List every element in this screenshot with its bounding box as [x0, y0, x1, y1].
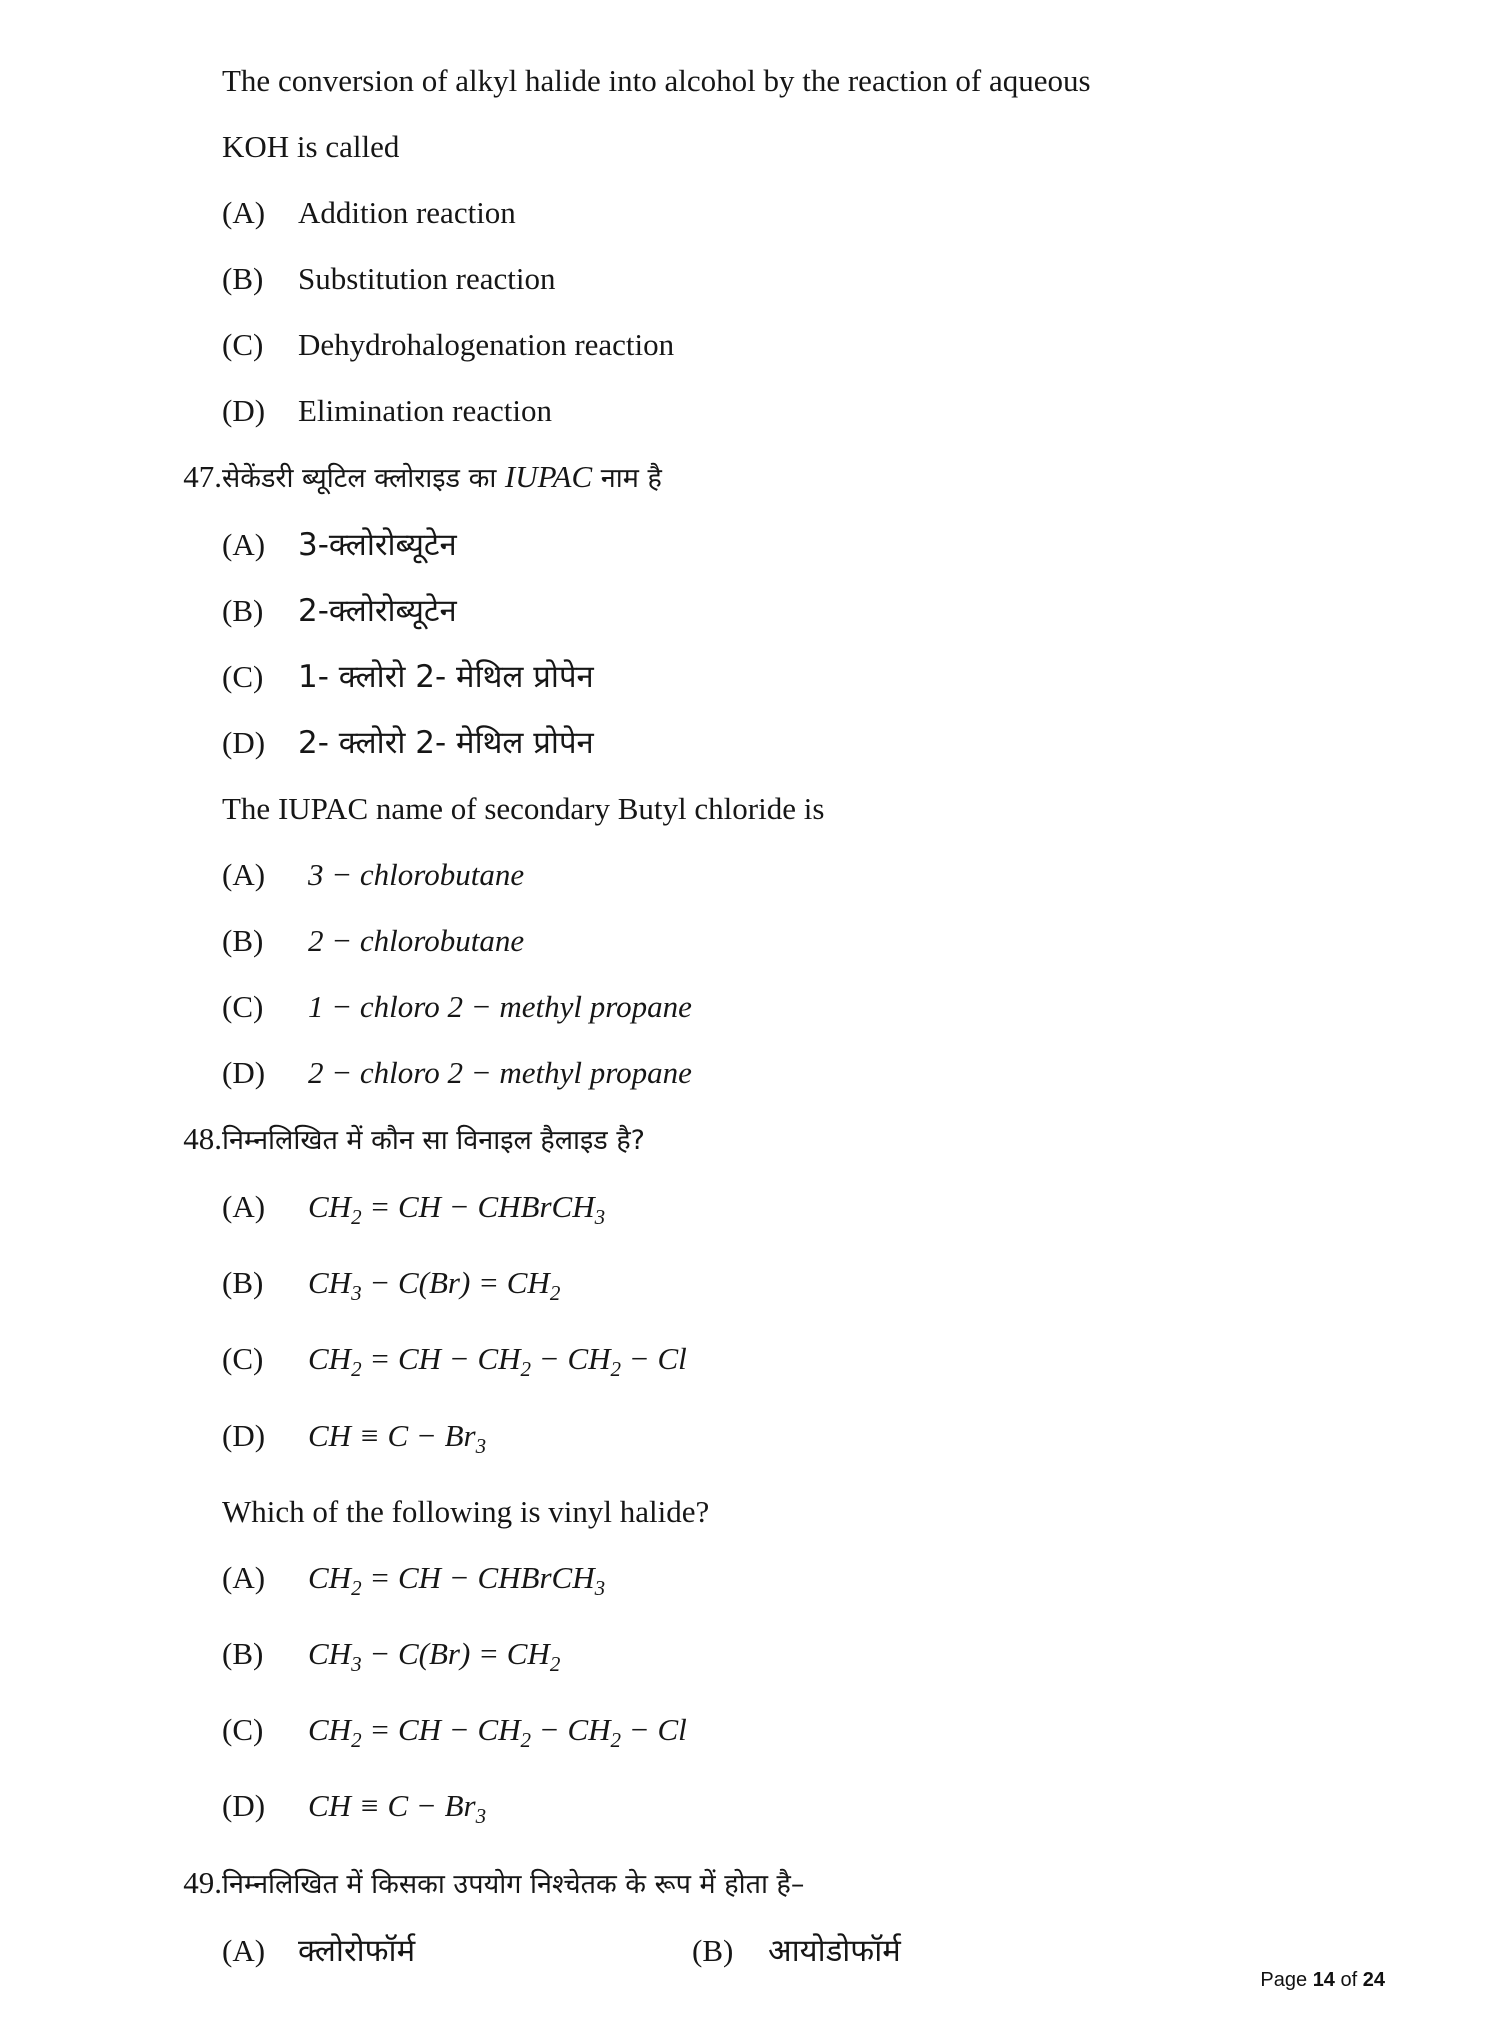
footer-page-total: 24	[1362, 1969, 1385, 1991]
option-text: 1 − chloro 2 − methyl propane	[308, 989, 692, 1024]
stem-line: KOH is called	[222, 129, 400, 164]
option-text: क्लोरोफॉर्म	[298, 1932, 416, 1969]
option-c-english[interactable]	[222, 974, 1282, 1040]
option-text: 3-क्लोरोब्यूटेन	[298, 527, 457, 563]
option-text: $CH_2$ = CH − $CH_2 - CH_2 - Cl$	[308, 1341, 687, 1382]
option-label: (B)	[222, 1635, 264, 1671]
option-b-hindi[interactable]	[222, 1250, 1282, 1326]
option-d-hindi[interactable]	[222, 1403, 1282, 1479]
option-text: आयोडोफॉर्म	[768, 1932, 901, 1969]
option-b[interactable]	[222, 246, 1282, 312]
footer-prefix: Page	[1260, 1969, 1308, 1991]
option-label: (A)	[222, 195, 266, 230]
option-label: (D)	[222, 725, 266, 760]
question-number: 48.	[183, 1121, 222, 1156]
stem-hindi-pre: सेकेंडरी ब्यूटिल क्लोराइड का	[222, 463, 505, 494]
page-content	[183, 48, 1282, 1984]
option-a-english[interactable]	[222, 842, 1282, 908]
stem-hindi-post: नाम है	[592, 463, 662, 494]
option-b-hindi[interactable]	[692, 1918, 901, 1984]
option-text: $CH_3 - C(Br) = CH_2$	[308, 1635, 561, 1677]
question-block-47	[183, 444, 1282, 1106]
option-label: (C)	[222, 1712, 264, 1748]
footer-middle: of	[1340, 1969, 1358, 1991]
option-d-english[interactable]	[222, 1773, 1282, 1849]
option-text: 1- क्लोरो 2- मेथिल प्रोपेन	[298, 659, 594, 695]
option-a-hindi[interactable]	[222, 1174, 1282, 1250]
option-label: (A)	[222, 857, 266, 892]
question-stem-english-48: Which of the following is vinyl halide?	[222, 1493, 710, 1529]
option-d[interactable]	[222, 378, 1282, 444]
option-c-hindi[interactable]	[222, 644, 1282, 710]
question-block-49	[183, 1850, 1282, 1984]
option-text: CH ≡ $C - Br_3$	[308, 1417, 487, 1458]
option-a[interactable]	[222, 180, 1282, 246]
option-label: (B)	[222, 261, 264, 296]
option-label: (A)	[222, 1559, 266, 1595]
question-number: 47.	[183, 459, 222, 494]
option-text: 2- क्लोरो 2- मेथिल प्रोपेन	[298, 725, 594, 761]
option-label: (B)	[692, 1932, 734, 1968]
option-label: (B)	[222, 1265, 264, 1301]
option-c[interactable]	[222, 312, 1282, 378]
option-text: Elimination reaction	[298, 393, 552, 428]
question-number: 49.	[183, 1864, 222, 1900]
option-b-english[interactable]	[222, 908, 1282, 974]
option-b-english[interactable]	[222, 1621, 1282, 1697]
option-text: Dehydrohalogenation reaction	[298, 327, 675, 362]
option-label: (C)	[222, 659, 264, 694]
option-row-49	[222, 1918, 1282, 1984]
option-label: (D)	[222, 1055, 266, 1090]
option-a-hindi[interactable]	[222, 512, 1282, 578]
option-a-hindi[interactable]	[222, 1918, 692, 1984]
option-label: (A)	[222, 1189, 266, 1224]
option-text: $CH_2$ = CH − $CH_2 - CH_2 - Cl$	[308, 1712, 687, 1753]
option-text: $CH_2$ = CH − CHBrCH$_3$	[308, 1189, 606, 1230]
question-block-continuation	[222, 48, 1282, 444]
option-text: 2 − chlorobutane	[308, 923, 525, 958]
option-label: (C)	[222, 327, 264, 362]
option-label: (A)	[222, 1932, 266, 1968]
page-footer	[1260, 1969, 1385, 1992]
option-text: CH ≡ $C - Br_3$	[308, 1788, 487, 1829]
option-c-english[interactable]	[222, 1697, 1282, 1773]
question-stem-hindi-49	[183, 1850, 1282, 1918]
option-label: (A)	[222, 527, 266, 562]
option-b-hindi[interactable]	[222, 578, 1282, 644]
option-label: (D)	[222, 393, 266, 428]
option-label: (C)	[222, 989, 264, 1024]
stem-line: The conversion of alkyl halide into alcohol by the reaction of aqueous	[222, 63, 1091, 98]
option-d-english[interactable]	[222, 1040, 1282, 1106]
option-d-hindi[interactable]	[222, 710, 1282, 776]
option-text: 3 − chlorobutane	[308, 857, 525, 892]
option-a-english[interactable]	[222, 1545, 1282, 1621]
stem-hindi: निम्नलिखित में कौन सा विनाइल हैलाइड है?	[222, 1125, 645, 1156]
question-stem-hindi-48	[183, 1106, 1282, 1174]
option-text: Substitution reaction	[298, 261, 556, 296]
question-stem-english-47: The IUPAC name of secondary Butyl chloride is	[222, 791, 825, 826]
footer-page-number: 14	[1312, 1969, 1335, 1991]
option-label: (C)	[222, 1341, 264, 1377]
option-text: 2-क्लोरोब्यूटेन	[298, 593, 457, 629]
option-label: (B)	[222, 593, 264, 628]
question-block-48	[183, 1106, 1282, 1850]
option-text: $CH_3 - C(Br) = CH_2$	[308, 1265, 561, 1306]
option-label: (B)	[222, 923, 264, 958]
stem-hindi: निम्नलिखित में किसका उपयोग निश्चेतक के रूप में होता है–	[222, 1868, 805, 1900]
option-text: 2 − chloro 2 − methyl propane	[308, 1055, 692, 1090]
stem-hindi-math: IUPAC	[504, 459, 593, 494]
option-label: (D)	[222, 1788, 266, 1824]
option-text: $CH_2$ = CH − CHBrCH$_3$	[308, 1559, 606, 1600]
option-c-hindi[interactable]	[222, 1326, 1282, 1402]
option-label: (D)	[222, 1417, 266, 1453]
question-stem-hindi-47	[183, 444, 1282, 512]
option-text: Addition reaction	[298, 195, 516, 230]
